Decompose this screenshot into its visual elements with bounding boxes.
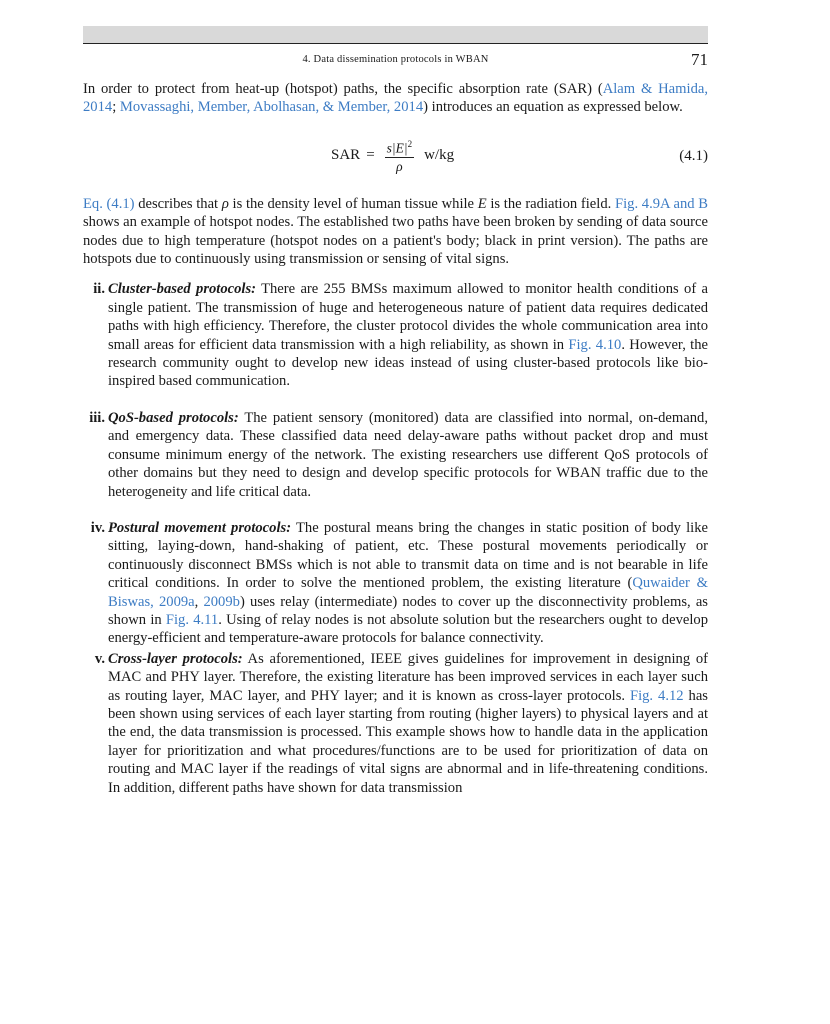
equation-number: (4.1): [679, 147, 708, 164]
list-item-text: [108, 409, 708, 501]
item-title: QoS-based protocols:: [108, 409, 239, 426]
text-run: shows an example of hotspot nodes. The established two paths have been broken by sending of data source nodes due to high temperature (hotspot nodes on a patient's body; black in print version). The paths are hotspots due to continuously using transmission or sensing of vital signs.: [83, 214, 708, 268]
text-run: The patient sensory (monitored) data are classified into normal, on-demand, and emergency data. These classified data need delay-aware paths without packet drop and must consume minimum energy of the network. The existing researchers use different QoS protocols of other domains but they need to design and develop specific protocols for WBAN traffic due to the heterogeneity and life critical data.: [108, 409, 708, 500]
header-rule: [83, 43, 708, 44]
text-run: describes that: [134, 195, 222, 212]
page-number: 71: [691, 50, 708, 69]
equation-equals: =: [366, 147, 375, 164]
figure-ref-link-4-9[interactable]: Fig. 4.9A and B: [614, 195, 708, 212]
equation-unit: w/kg: [424, 147, 455, 164]
protocol-list: [83, 280, 708, 797]
list-marker: iii.: [89, 409, 105, 426]
item-title: Postural movement protocols:: [108, 519, 292, 536]
text-run: is the radiation field.: [486, 195, 615, 212]
numerator-text: s|E|: [386, 140, 408, 156]
citation-link-movassaghi[interactable]: Movassaghi, Member, Abolhasan, & Member, 2014: [119, 99, 424, 116]
text-run: ,: [194, 593, 204, 610]
list-item-cluster: [83, 280, 708, 390]
running-head: [83, 50, 708, 70]
header-band: [83, 26, 708, 43]
text-run: . Using of relay nodes is not absolute solution but the researchers ought to develop energy-efficient and temperature-aware protocols for balance connectivity.: [108, 611, 708, 647]
citation-link-alam[interactable]: Alam & Hamida, 2014: [83, 81, 708, 116]
text-run: ) introduces an equation as expressed below.: [423, 99, 683, 116]
text-run: . However, the research community ought to develop new ideas instead of using cluster-based protocols like bio-inspired based communication.: [108, 336, 708, 390]
list-item-postural: [83, 519, 708, 648]
item-title: Cross-layer protocols:: [108, 650, 243, 667]
text-run: ;: [112, 99, 120, 116]
equation-body: [331, 135, 454, 177]
symbol-rho: ρ: [221, 195, 229, 212]
symbol-e: E: [477, 195, 487, 212]
equation-numerator: [385, 135, 414, 159]
list-item-cross-layer: [83, 650, 708, 797]
text-run: is the density level of human tissue while: [228, 195, 478, 212]
citation-link-quwaider-2009b[interactable]: 2009b: [203, 593, 240, 610]
item-title: Cluster-based protocols:: [108, 281, 257, 298]
equation-denominator: ρ: [396, 159, 403, 175]
numerator-exponent: 2: [407, 138, 413, 149]
equation-4-1: [83, 131, 708, 183]
equation-fraction: [385, 135, 414, 177]
text-run: In order to protect from heat-up (hotspot) paths, the specific absorption rate (SAR) (: [83, 81, 603, 97]
text-run: The postural means bring the changes in static position of body like sitting, laying-down, hand-shaking of patient, etc. These postural movements periodically or continuously disconnect BMSs which is not able to transmit data on time and is not bearable in life critical conditions. In order to solve the mentioned problem, the existing literature (: [108, 519, 708, 592]
equation-ref-link[interactable]: Eq. (4.1): [83, 195, 135, 212]
running-title: 4. Data dissemination protocols in WBAN: [302, 54, 489, 65]
figure-ref-link-4-10[interactable]: Fig. 4.10: [568, 336, 622, 353]
paragraph-sar-intro: [83, 80, 708, 117]
text-run: has been shown using services of each layer starting from routing (higher layers) to physical layers and at the end, the data transmission is processed. This example shows how to handle data in the application layer for prioritization and what procedures/functions are to be used for prioritization of data on routing and MAC layer if the readings of vital signs are abnormal and in life-threatening conditions. In addition, different paths have shown for data transmission: [108, 687, 708, 796]
text-run: As aforementioned, IEEE gives guidelines for improvement in designing of MAC and PHY layer. Therefore, the existing literature has been improved services in each layer such as routing layer, MAC layer, and PHY layer; and it is known as cross-layer protocols.: [108, 650, 708, 704]
figure-ref-link-4-11[interactable]: Fig. 4.11: [165, 611, 219, 628]
citation-link-quwaider-2009a[interactable]: Quwaider & Biswas, 2009a: [108, 575, 708, 610]
list-item-qos: [83, 409, 708, 501]
list-item-text: [108, 519, 708, 648]
list-marker: v.: [94, 650, 105, 667]
figure-ref-link-4-12[interactable]: Fig. 4.12: [629, 687, 684, 704]
paragraph-eq-description: [83, 195, 708, 269]
page-body: [83, 80, 708, 815]
text-run: ) uses relay (intermediate) nodes to cover up the disconnectivity problems, as shown in: [108, 593, 708, 628]
list-marker: ii.: [93, 281, 105, 298]
text-run: There are 255 BMSs maximum allowed to monitor health conditions of a single patient. The transmission of huge and heterogeneous nature of patient data requires dedicated paths with high efficiency. Therefore, the cluster protocol divides the whole communication area into small areas for efficient data transmission with a high reliability, as shown in: [108, 281, 709, 353]
list-item-text: [108, 280, 708, 390]
list-marker: iv.: [90, 519, 105, 536]
list-item-text: [108, 650, 708, 797]
equation-lhs: SAR: [331, 147, 361, 164]
